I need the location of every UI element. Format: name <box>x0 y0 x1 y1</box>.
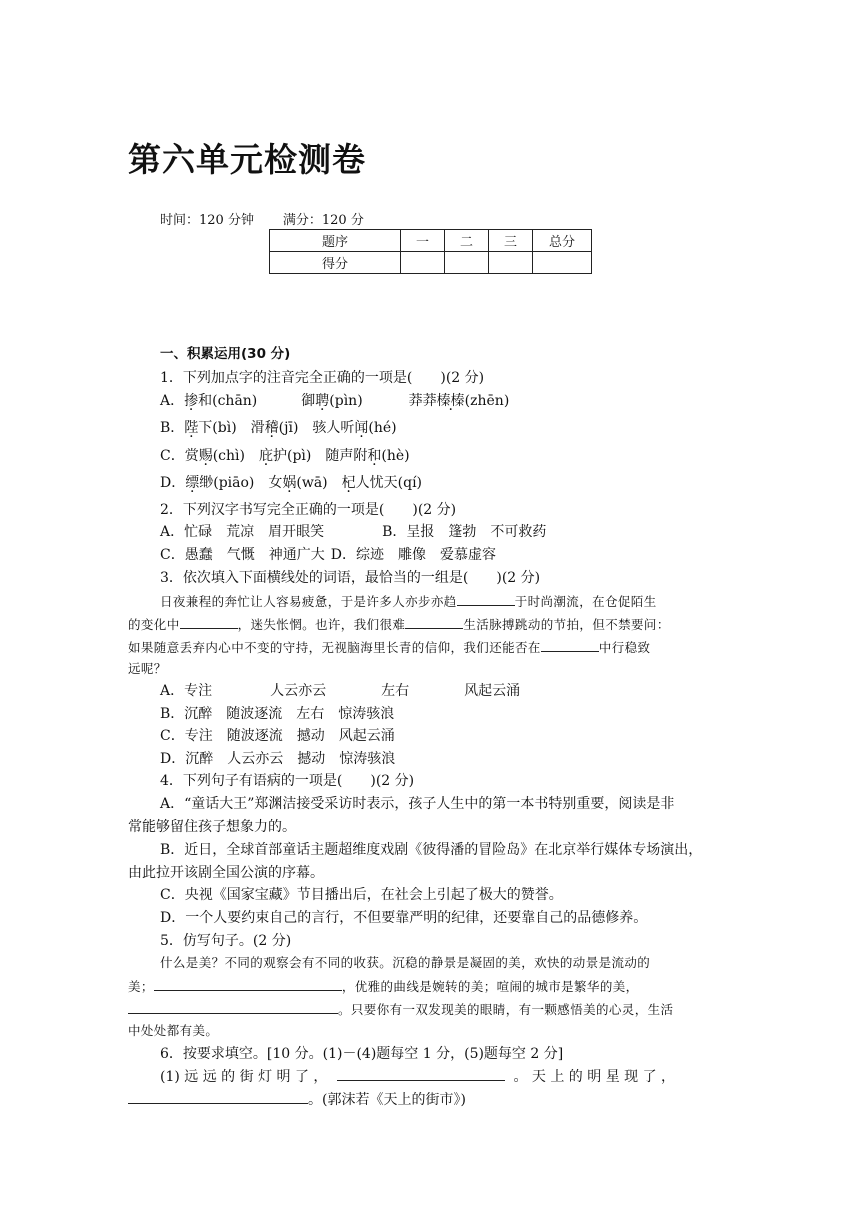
q2-options-row-1 <box>160 522 766 542</box>
option-text: 风起云涌 <box>464 683 521 699</box>
option-text: 和(chān) <box>198 393 258 409</box>
option-text: 人云亦云 <box>270 683 327 699</box>
option-text: (wā) <box>296 475 328 491</box>
q5-prompt-line: 什么是美？不同的观察会有不同的收获。沉稳的静景是凝固的美，欢快的动景是流动的 <box>160 955 651 970</box>
question-6-stem: 6．按要求填空。[10 分。(1)－(4)题每空 1 分，(5)题每空 2 分] <box>160 1046 564 1062</box>
q4-option-d[interactable]: D．一个人要约束自己的言行，不但要靠严明的纪律，还要靠自己的品德修养。 <box>160 910 648 926</box>
fill-blank[interactable] <box>180 614 238 629</box>
option-text: A．专注 <box>160 683 213 699</box>
option-text: 滑 <box>250 420 265 436</box>
q4-option-b-cont: 由此拉开该剧全国公演的序幕。 <box>128 865 324 881</box>
score-table <box>269 229 592 274</box>
passage-text: 中行稳致 <box>598 640 651 655</box>
fill-blank[interactable] <box>128 999 338 1014</box>
q4-option-a-cont: 常能够留住孩子想象力的。 <box>128 819 296 835</box>
section-heading: 一、积累运用(30 分) <box>160 346 291 362</box>
score-cell[interactable] <box>489 252 533 274</box>
option-letter: B． <box>160 420 185 436</box>
dotted-char: 掺 <box>184 393 199 409</box>
option-letter: A． <box>160 393 185 409</box>
fill-blank[interactable] <box>457 591 515 606</box>
q1-option-c[interactable] <box>160 446 766 466</box>
q3-option-b[interactable]: B．沉醉 随波逐流 左右 惊涛骇浪 <box>160 706 395 722</box>
score-table-score-row <box>270 252 592 274</box>
q3-passage-line: 远呢？ <box>128 661 167 676</box>
page-title: 第六单元检测卷 <box>128 140 366 179</box>
score-cell[interactable] <box>445 252 489 274</box>
option-text: 女 <box>268 475 283 491</box>
q4-option-b[interactable]: B．近日，全球首部童话主题超维度戏剧《彼得潘的冒险岛》在北京举行媒体专场演出， <box>160 842 703 858</box>
fill-blank[interactable] <box>337 1066 505 1081</box>
dotted-char: 庇 <box>258 448 273 464</box>
dotted-char: 闻 <box>354 420 369 436</box>
option-text: 人忧天(qí) <box>355 475 423 491</box>
passage-text: 日夜兼程的奔忙让人容易疲惫，于是许多人亦步亦趋 <box>160 594 457 609</box>
dotted-char: 聘 <box>315 393 330 409</box>
dotted-char: 榛榛 <box>436 393 465 409</box>
q6-item-1-cont <box>128 1089 734 1110</box>
option-text: 护(pì) <box>272 448 312 464</box>
score-table-header-cell: 总分 <box>533 230 592 252</box>
q3-passage-line <box>160 591 766 612</box>
question-4-stem: 4．下列句子有语病的一项是( )(2 分) <box>160 773 415 789</box>
score-cell[interactable] <box>533 252 592 274</box>
option-text: 御 <box>301 393 316 409</box>
q2-options-row-2 <box>160 545 766 565</box>
score-table-header-cell: 三 <box>489 230 533 252</box>
passage-text: 如果随意丢弃内心中不变的守持，无视脑海里长青的信仰，我们还能否在 <box>128 640 541 655</box>
option-text: 骇人听 <box>312 420 355 436</box>
fill-blank[interactable] <box>541 637 599 652</box>
prompt-text: ，优雅的曲线是婉转的美；喧闹的城市是繁华的美， <box>341 979 639 994</box>
q4-option-c[interactable]: C．央视《国家宝藏》节目播出后，在社会上引起了极大的赞誉。 <box>160 887 563 903</box>
prompt-text: 。只要你有一双发现美的眼睛，有一颗感悟美的心灵，生活 <box>338 1002 674 1017</box>
score-table-header-row <box>270 230 592 252</box>
question-5-stem: 5．仿写句子。(2 分) <box>160 933 292 949</box>
dotted-char: 杞 <box>341 475 356 491</box>
q1-option-b[interactable] <box>160 418 766 438</box>
dotted-char: 娲 <box>282 475 297 491</box>
option-text: (chì) <box>212 448 245 464</box>
option-text: (pìn) <box>329 393 363 409</box>
option-text: 随声附 <box>325 448 368 464</box>
q2-option-b[interactable]: B．呈报 篷勃 不可救药 <box>382 524 547 540</box>
dotted-char: 陛 <box>184 420 199 436</box>
q5-prompt-line <box>128 999 734 1020</box>
q2-option-d[interactable]: D．综迹 雕像 爱慕虚容 <box>330 547 496 563</box>
q2-option-a[interactable]: A．忙碌 荒凉 眉开眼笑 <box>160 524 325 540</box>
question-1-stem: 1．下列加点字的注音完全正确的一项是( )(2 分) <box>160 370 485 386</box>
q3-option-a[interactable] <box>160 681 766 701</box>
item-text: 。(郭沫若《天上的街市》) <box>308 1092 466 1108</box>
fill-blank[interactable] <box>128 1089 308 1104</box>
time-limit: 时间：120 分钟 <box>160 213 254 228</box>
dotted-char: 缥 <box>185 475 200 491</box>
q4-option-a[interactable]: A．“童话大王”郑渊洁接受采访时表示，孩子人生中的第一本书特别重要，阅读是非 <box>160 796 675 812</box>
passage-text: 的变化中 <box>128 617 180 632</box>
option-text: (zhēn) <box>464 393 510 409</box>
prompt-text: 美； <box>128 979 154 994</box>
q6-item-1 <box>160 1066 766 1087</box>
score-row-label: 得分 <box>270 252 401 274</box>
q3-option-c[interactable]: C．专注 随波逐流 撼动 风起云涌 <box>160 728 395 744</box>
dotted-char: 稽 <box>264 420 279 436</box>
fill-blank[interactable] <box>405 614 463 629</box>
option-text: (hé) <box>368 420 397 436</box>
option-letter: D． <box>160 475 186 491</box>
q2-option-c[interactable]: C．愚蠢 气慨 神通广大 <box>160 547 325 563</box>
q3-option-d[interactable]: D．沉醉 人云亦云 撼动 惊涛骇浪 <box>160 751 396 767</box>
q3-passage-line <box>128 637 734 658</box>
passage-text: 生活脉搏跳动的节拍，但不禁要问： <box>463 617 670 632</box>
fill-blank[interactable] <box>154 976 342 991</box>
item-text: 。 天 上 的 明 星 现 了 ， <box>513 1069 676 1085</box>
passage-text: ，迷失怅惘。也许，我们很难 <box>237 617 406 632</box>
option-text: 下(bì) <box>198 420 237 436</box>
full-score: 满分：120 分 <box>282 213 364 228</box>
score-table-header-cell: 题序 <box>270 230 401 252</box>
score-table-header-cell: 二 <box>445 230 489 252</box>
score-table-header-cell: 一 <box>401 230 445 252</box>
option-text: 缈(piāo) <box>199 475 255 491</box>
option-text: 莽莽 <box>408 393 437 409</box>
q5-prompt-line <box>128 976 734 997</box>
passage-text: 于时尚潮流，在仓促陌生 <box>514 594 657 609</box>
q3-passage-line <box>128 614 734 635</box>
dotted-char: 和 <box>367 448 382 464</box>
option-letter: C． <box>160 448 185 464</box>
score-cell[interactable] <box>401 252 445 274</box>
question-3-stem: 3．依次填入下面横线处的词语，最恰当的一组是( )(2 分) <box>160 570 541 586</box>
option-text: (hè) <box>381 448 410 464</box>
item-text: (1) 远 远 的 街 灯 明 了 ， <box>160 1069 328 1085</box>
option-text: 赏 <box>184 448 199 464</box>
q5-prompt-line: 中处处都有美。 <box>128 1023 219 1038</box>
dotted-char: 赐 <box>198 448 213 464</box>
exam-meta <box>160 209 364 228</box>
question-2-stem: 2．下列汉字书写完全正确的一项是( )(2 分) <box>160 502 457 518</box>
q1-option-d[interactable] <box>160 473 766 493</box>
option-text: (jī) <box>278 420 299 436</box>
option-text: 左右 <box>381 683 410 699</box>
q1-option-a[interactable] <box>160 391 766 411</box>
